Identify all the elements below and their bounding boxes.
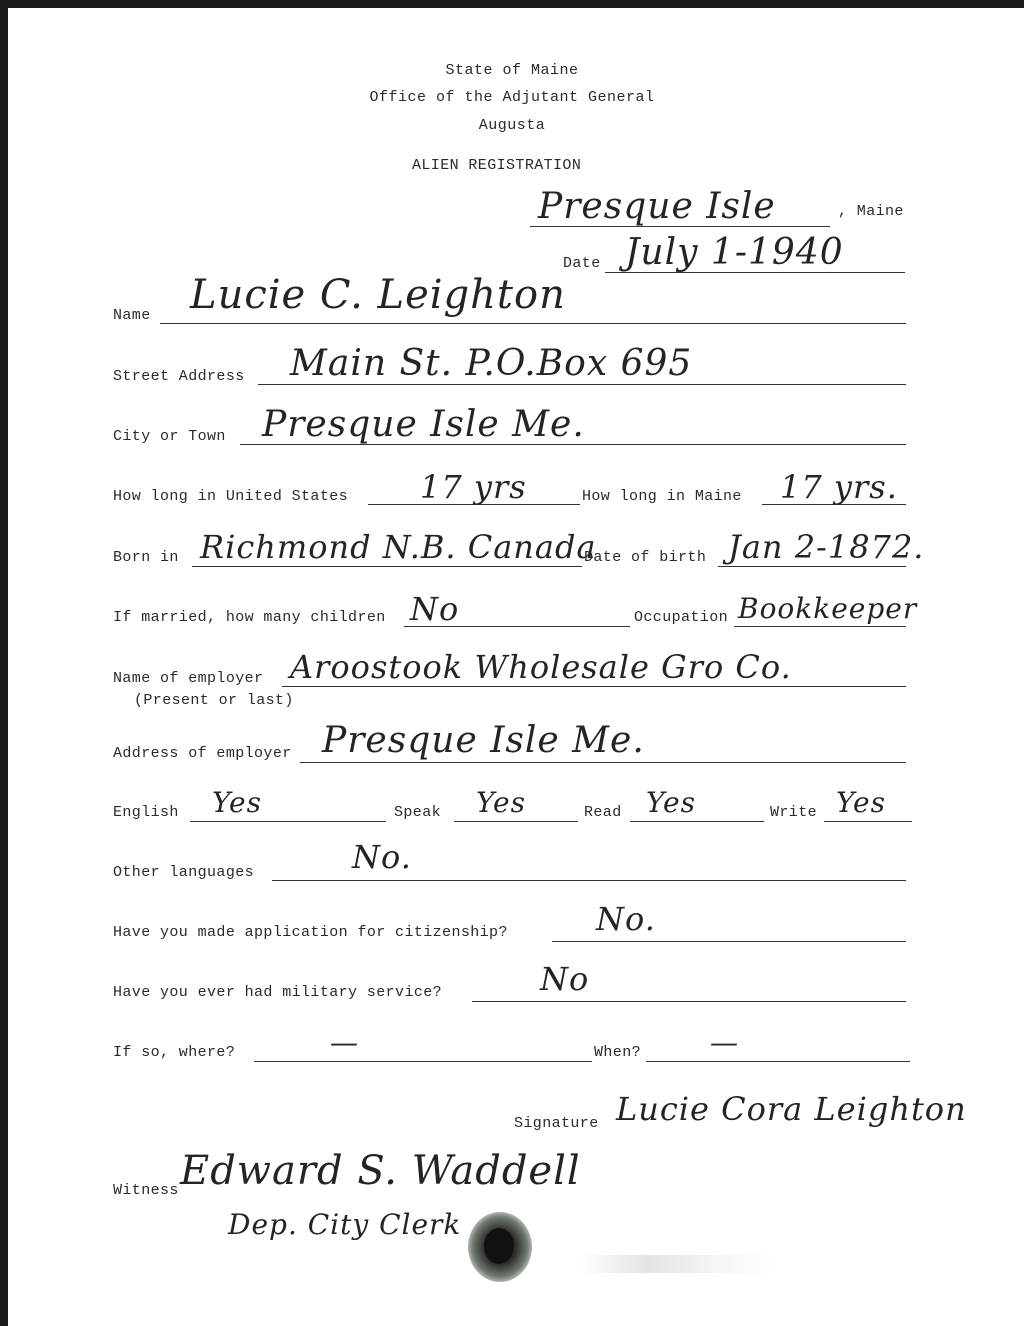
english-value: Yes [212, 786, 262, 819]
other-languages-value: No. [352, 838, 412, 876]
citizenship-line [552, 941, 906, 942]
witness-value: Edward S. Waddell [180, 1148, 581, 1194]
date-of-birth-label: Date of birth [584, 549, 707, 566]
occupation-value: Bookkeeper [738, 592, 918, 625]
employer-address-value: Presque Isle Me. [322, 720, 645, 761]
speak-line [454, 821, 578, 822]
date-label: Date [563, 255, 601, 272]
read-value: Yes [646, 786, 696, 819]
signature-value: Lucie Cora Leighton [616, 1090, 967, 1128]
occupation-line [734, 626, 906, 627]
read-label: Read [584, 804, 622, 821]
maine-suffix-label: , Maine [838, 203, 904, 220]
citizenship-value: No. [596, 900, 656, 938]
employer-name-label: Name of employer [113, 670, 264, 687]
city-label: City or Town [113, 428, 226, 445]
where-line [254, 1061, 592, 1062]
when-label: When? [594, 1044, 642, 1061]
how-long-us-label: How long in United States [113, 488, 349, 505]
english-line [190, 821, 386, 822]
military-label: Have you ever had military service? [113, 984, 443, 1001]
page-edge-left [0, 0, 8, 1326]
employer-address-label: Address of employer [113, 745, 292, 762]
page-edge-top [0, 0, 1024, 8]
english-label: English [113, 804, 179, 821]
born-in-line [192, 566, 582, 567]
when-line [646, 1061, 910, 1062]
header-state: State of Maine [445, 62, 579, 79]
name-label: Name [113, 307, 151, 324]
seal-stamp-core [484, 1228, 514, 1264]
date-value: July 1-1940 [625, 232, 844, 273]
employer-name-line [282, 686, 906, 687]
when-value: — [710, 1026, 739, 1059]
employer-sub-label: (Present or last) [134, 692, 294, 709]
occupation-label: Occupation [634, 609, 729, 626]
signature-label: Signature [514, 1115, 599, 1132]
date-of-birth-value: Jan 2-1872. [728, 528, 925, 566]
where-value: — [330, 1026, 359, 1059]
speak-label: Speak [394, 804, 442, 821]
witness-title-value: Dep. City Clerk [228, 1208, 462, 1241]
other-languages-line [272, 880, 906, 881]
date-of-birth-line [718, 566, 906, 567]
born-in-label: Born in [113, 549, 179, 566]
header-office: Office of the Adjutant General [369, 89, 655, 106]
military-line [472, 1001, 906, 1002]
citizenship-label: Have you made application for citizenship? [113, 924, 508, 941]
write-label: Write [770, 804, 818, 821]
town-value: Presque Isle [538, 186, 776, 227]
how-long-maine-value: 17 yrs. [780, 468, 898, 506]
write-value: Yes [836, 786, 886, 819]
witness-label: Witness [113, 1182, 179, 1199]
other-languages-label: Other languages [113, 864, 255, 881]
form-title: ALIEN REGISTRATION [412, 157, 582, 174]
employer-address-line [300, 762, 906, 763]
speak-value: Yes [476, 786, 526, 819]
name-line [160, 323, 906, 324]
born-in-value: Richmond N.B. Canada [200, 528, 597, 566]
military-value: No [540, 960, 590, 998]
street-address-line [258, 384, 906, 385]
faint-stamp-mark [580, 1255, 780, 1273]
street-address-label: Street Address [113, 368, 245, 385]
where-label: If so, where? [113, 1044, 236, 1061]
city-value: Presque Isle Me. [262, 404, 585, 445]
read-line [630, 821, 764, 822]
write-line [824, 821, 912, 822]
name-value: Lucie C. Leighton [190, 272, 566, 318]
how-long-us-value: 17 yrs [420, 468, 527, 506]
street-address-value: Main St. P.O.Box 695 [290, 343, 693, 384]
how-long-maine-label: How long in Maine [582, 488, 742, 505]
header-city: Augusta [478, 117, 546, 134]
children-label: If married, how many children [113, 609, 386, 626]
children-value: No [410, 590, 460, 628]
employer-name-value: Aroostook Wholesale Gro Co. [290, 648, 792, 686]
